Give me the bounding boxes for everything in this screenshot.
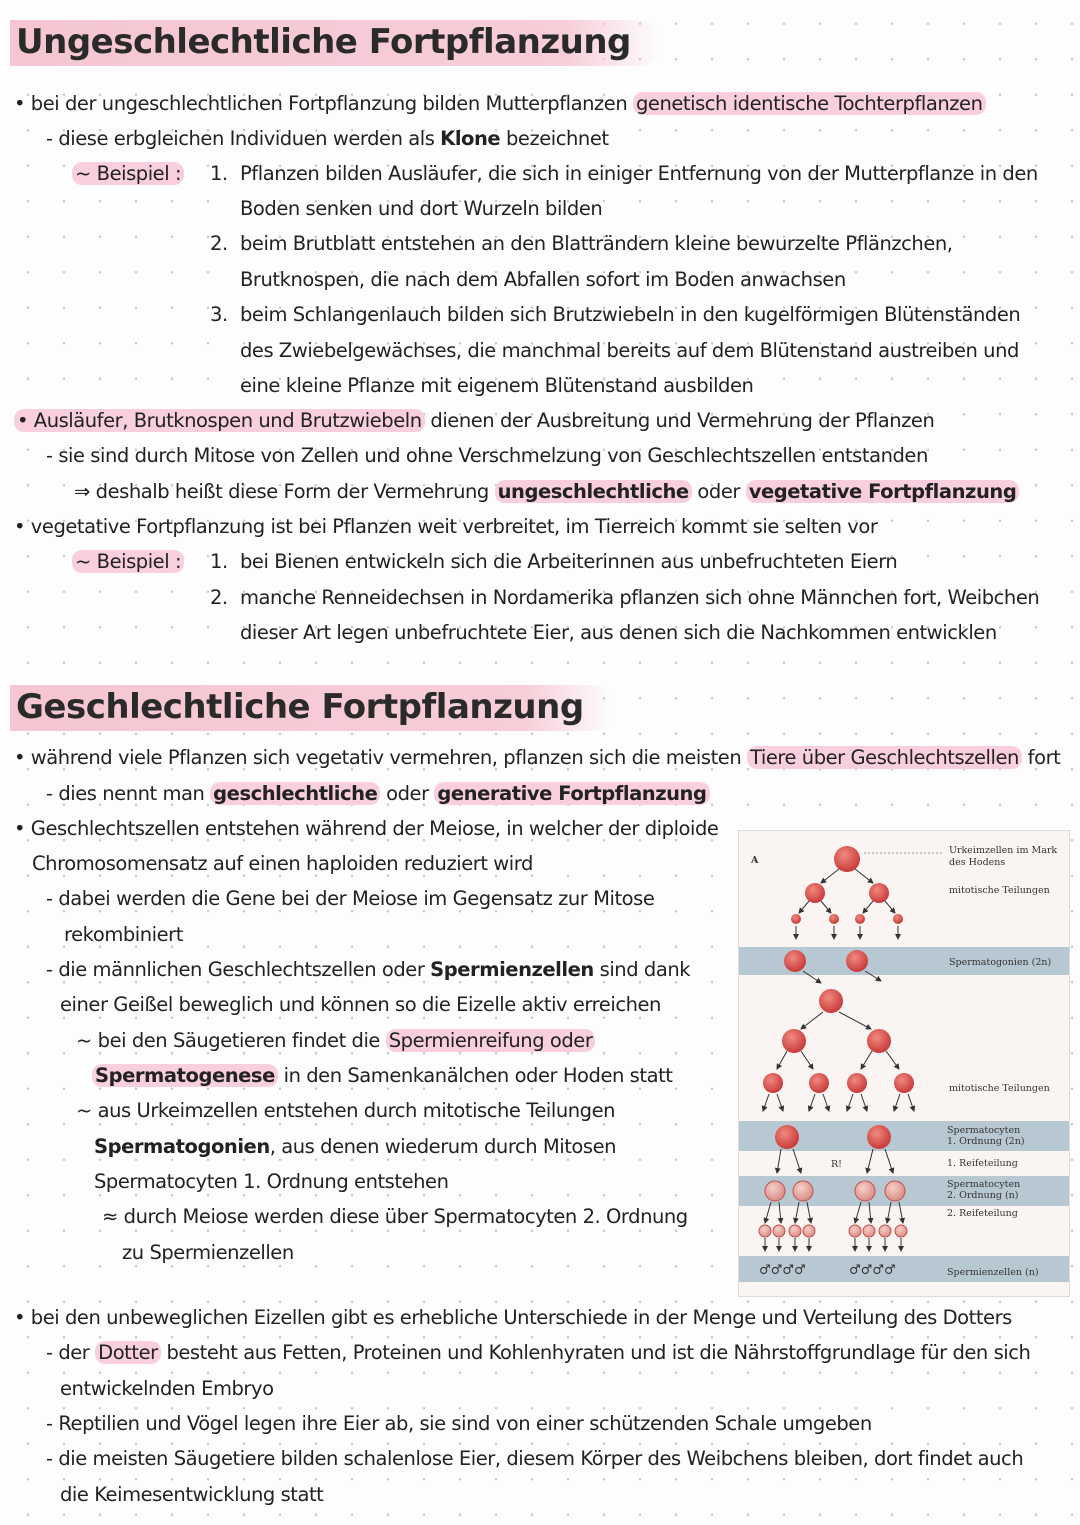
label-urkeim-1: Urkeimzellen im Mark <box>949 845 1058 856</box>
s2-line-4: Chromosomensatz auf einen haploiden reduziert wird <box>32 852 533 875</box>
spermatocyte-2 <box>793 1181 813 1201</box>
s1-ex4 <box>210 549 897 575</box>
s2-line-12 <box>94 1134 616 1160</box>
s2-line-5: - dabei werden die Gene bei der Meiose im Gegensatz zur Mitose <box>46 887 655 910</box>
list-number: 1. <box>210 550 228 573</box>
s1-ex5-b: dieser Art legen unbefruchtete Eier, aus denen sich die Nachkommen entwicklen <box>240 621 997 644</box>
spermatogenesis-figure <box>738 830 1070 1297</box>
s2-line-10 <box>92 1063 672 1089</box>
s2-line-8: einer Geißel beweglich und können so die Eizelle aktiv erreichen <box>60 993 661 1016</box>
s1-line-1 <box>14 91 986 117</box>
bold-term: ungeschlechtliche <box>495 480 692 503</box>
bold-term: Klone <box>440 127 501 150</box>
text: dienen der Ausbreitung und Vermehrung der Pflanzen <box>424 409 935 432</box>
bold-term: Spermatogenese <box>92 1064 278 1087</box>
s1-ex5-a <box>210 585 1039 611</box>
text: - der <box>46 1341 96 1364</box>
heading-geschlechtlich: Geschlechtliche Fortpflanzung <box>10 685 614 731</box>
s1-line-3 <box>14 408 934 434</box>
text: oder <box>380 782 435 805</box>
bold-term: Spermienzellen <box>430 958 594 981</box>
s1-ex2-b: Brutknospen, die nach dem Abfallen sofort im Boden anwachsen <box>240 268 846 291</box>
s2-line-9 <box>76 1028 595 1054</box>
text: • bei der ungeschlechtlichen Fortpflanzung bilden Mutterpflanzen <box>14 92 633 115</box>
s2-line-19: - Reptilien und Vögel legen ihre Eier ab, sie sind von einer schützenden Schale umgeben <box>46 1412 872 1435</box>
list-number: 2. <box>210 232 228 255</box>
s2-line-20: - die meisten Säugetiere bilden schalenlose Eier, diesem Körper des Weibchens bleiben, dort findet auch <box>46 1447 1024 1470</box>
s2-line-2 <box>46 781 710 807</box>
example-label: ~ Beispiel : <box>72 550 184 573</box>
bold-term: vegetative Fortpflanzung <box>746 480 1020 503</box>
s1-ex1-b: Boden senken und dort Wurzeln bilden <box>240 197 603 220</box>
s2-line-15: zu Spermienzellen <box>122 1241 294 1264</box>
bold-term: generative Fortpflanzung <box>434 782 709 805</box>
label-spermatocyten-2b: 2. Ordnung (n) <box>947 1190 1019 1201</box>
s2-line-11: ~ aus Urkeimzellen entstehen durch mitotische Teilungen <box>76 1099 616 1122</box>
figure-letter: A <box>751 855 759 866</box>
label-reifeteilung-1: 1. Reifeteilung <box>947 1158 1018 1169</box>
spermatocyte-2 <box>765 1181 785 1201</box>
text: ⇒ deshalb heißt diese Form der Vermehrung <box>74 480 495 503</box>
list-number: 3. <box>210 303 228 326</box>
s1-ex2-a <box>210 231 953 257</box>
highlight: Tiere über Geschlechtszellen <box>747 746 1022 769</box>
text: beim Brutblatt entstehen an den Blatträndern kleine bewurzelte Pflänzchen, <box>240 232 953 255</box>
sperm-symbols-right: ♂♂♂♂ <box>849 1263 896 1278</box>
text: bezeichnet <box>500 127 609 150</box>
bold-term: Spermatogonien <box>94 1135 270 1158</box>
label-spermatocyten-1a: Spermatocyten <box>947 1125 1021 1136</box>
bold-term: geschlechtliche <box>210 782 380 805</box>
s1-example-label <box>72 161 184 187</box>
spermatogonie <box>784 950 806 972</box>
text: beim Schlangenlauch bilden sich Brutzwiebeln in den kugelförmigen Blütenständen <box>240 303 1021 326</box>
text: in den Samenkanälchen oder Hoden statt <box>277 1064 673 1087</box>
s1-ex3-a <box>210 302 1020 328</box>
text: ~ bei den Säugetieren findet die <box>76 1029 386 1052</box>
label-spermienzellen: Spermienzellen (n) <box>947 1267 1039 1278</box>
s1-line-5 <box>74 479 1019 505</box>
text: - dies nennt man <box>46 782 211 805</box>
s2-line-17 <box>46 1340 1030 1366</box>
s1-line-6: • vegetative Fortpflanzung ist bei Pflanzen weit verbreitet, im Tierreich kommt sie selten vor <box>14 515 878 538</box>
s2-line-6: rekombiniert <box>64 923 183 946</box>
heading-ungeschlechtlich: Ungeschlechtliche Fortpflanzung <box>10 20 661 66</box>
spermatocyte-1 <box>867 1125 891 1149</box>
s2-line-14: ≈ durch Meiose werden diese über Spermatocyten 2. Ordnung <box>102 1205 688 1228</box>
urkeimzelle <box>834 846 860 872</box>
text: - die männlichen Geschlechtszellen oder <box>46 958 431 981</box>
text: Pflanzen bilden Ausläufer, die sich in einiger Entfernung von der Mutterpflanze in den <box>240 162 1038 185</box>
text: oder <box>691 480 746 503</box>
s2-line-3: • Geschlechtszellen entstehen während der Meiose, in welcher der diploide <box>14 817 719 840</box>
spermatogenesis-diagram <box>739 831 1069 1296</box>
highlight: genetisch identische Tochterpflanzen <box>633 92 986 115</box>
s2-line-18: entwickelnden Embryo <box>60 1377 274 1400</box>
label-spermatocyten-2a: Spermatocyten <box>947 1179 1021 1190</box>
spermatocyte-2 <box>855 1181 875 1201</box>
label-mitotisch-1: mitotische Teilungen <box>949 885 1050 896</box>
label-spermatocyten-1b: 1. Ordnung (2n) <box>947 1136 1025 1147</box>
text: • während viele Pflanzen sich vegetativ vermehren, pflanzen sich die meisten <box>14 746 747 769</box>
text: besteht aus Fetten, Proteinen und Kohlenhyraten und ist die Nährstoffgrundlage für den sich <box>160 1341 1031 1364</box>
text: - diese erbgleichen Individuen werden als <box>46 127 441 150</box>
label-spermatogonien: Spermatogonien (2n) <box>949 957 1052 968</box>
s1-example-label-2 <box>72 549 184 575</box>
spermatocyte-2 <box>885 1181 905 1201</box>
example-label: ~ Beispiel : <box>72 162 184 185</box>
s2-line-1 <box>14 745 1060 771</box>
s1-line-4: - sie sind durch Mitose von Zellen und ohne Verschmelzung von Geschlechtszellen entstanden <box>46 444 928 467</box>
text: manche Renneidechsen in Nordamerika pflanzen sich ohne Männchen fort, Weibchen <box>240 586 1040 609</box>
r-mark: R! <box>831 1159 842 1170</box>
text: fort <box>1021 746 1061 769</box>
s1-ex3-b: des Zwiebelgewächses, die manchmal bereits auf dem Blütenstand austreiben und <box>240 339 1019 362</box>
sperm-symbols-left: ♂♂♂♂ <box>759 1263 806 1278</box>
highlight: Dotter <box>95 1341 161 1364</box>
s1-ex3-c: eine kleine Pflanze mit eigenem Blütenstand ausbilden <box>240 374 754 397</box>
text: , aus denen wiederum durch Mitosen <box>269 1135 617 1158</box>
s2-line-21: die Keimesentwicklung statt <box>60 1483 324 1506</box>
highlight: Spermienreifung oder <box>386 1029 596 1052</box>
spermatogonie <box>846 950 868 972</box>
text: bei Bienen entwickeln sich die Arbeiterinnen aus unbefruchteten Eiern <box>240 550 898 573</box>
list-number: 2. <box>210 586 228 609</box>
label-mitotisch-2: mitotische Teilungen <box>949 1083 1050 1094</box>
s1-ex1-a <box>210 161 1038 187</box>
s2-line-13: Spermatocyten 1. Ordnung entstehen <box>94 1170 449 1193</box>
highlight: • Ausläufer, Brutknospen und Brutzwiebeln <box>14 409 425 432</box>
spermatocyte-1 <box>775 1125 799 1149</box>
s1-line-2 <box>46 126 609 152</box>
label-urkeim-2: des Hodens <box>949 857 1006 868</box>
s2-line-7 <box>46 957 690 983</box>
label-reifeteilung-2: 2. Reifeteilung <box>947 1208 1018 1219</box>
s2-line-16: • bei den unbeweglichen Eizellen gibt es erhebliche Unterschiede in der Menge und Verteilung des Dotters <box>14 1306 1012 1329</box>
list-number: 1. <box>210 162 228 185</box>
text: sind dank <box>593 958 691 981</box>
